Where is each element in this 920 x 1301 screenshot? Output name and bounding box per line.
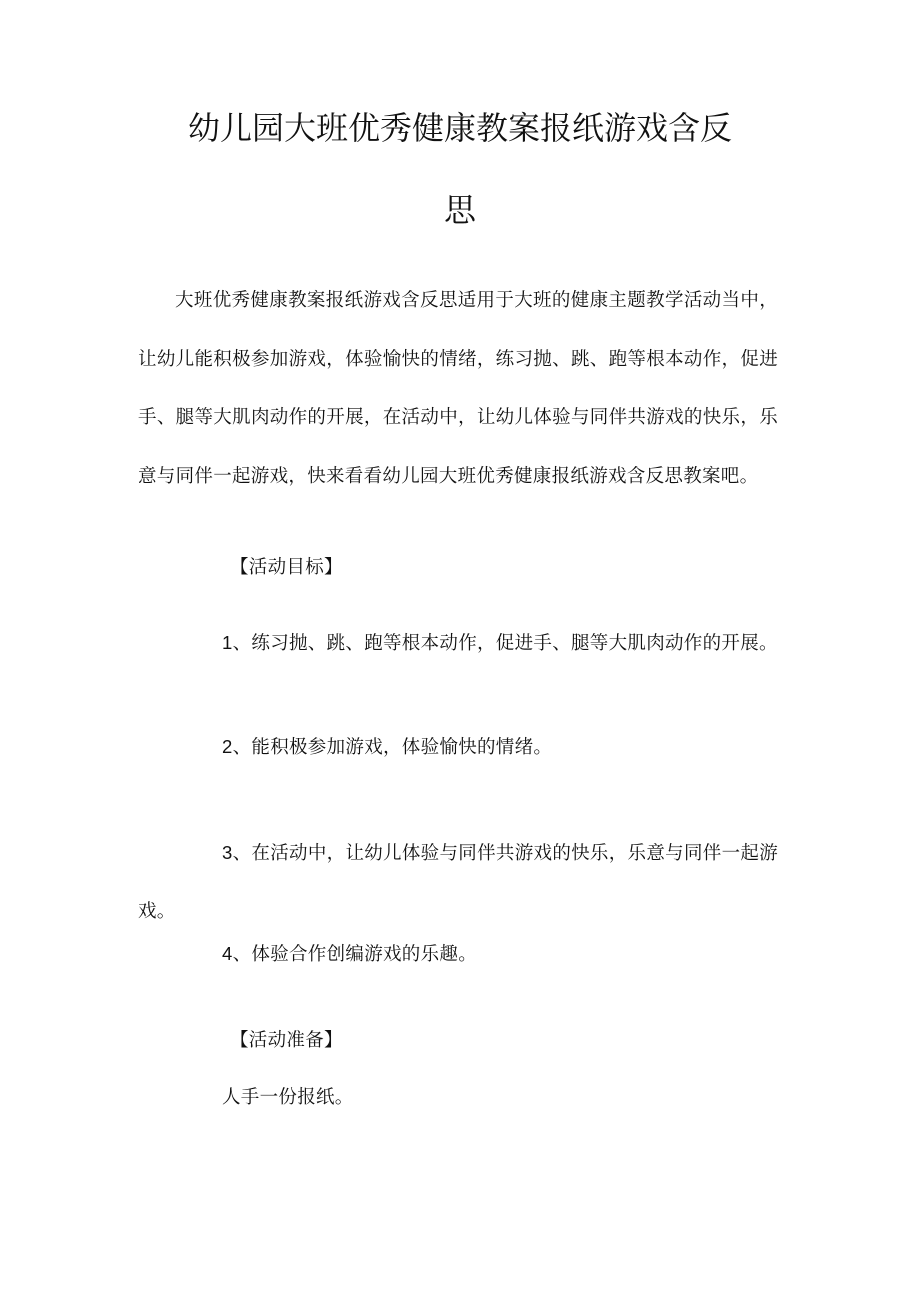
goal-number: 4 (222, 943, 233, 964)
section-heading-goals: 【活动目标】 (230, 557, 343, 578)
goal-text: 、在活动中，让幼儿体验与同伴共游戏的快乐，乐意与同伴一起游戏。 (138, 843, 778, 922)
document-title-continuation: 思 (443, 191, 476, 229)
goal-number: 2 (222, 736, 233, 757)
goal-text: 、能积极参加游戏，体验愉快的情绪。 (232, 737, 553, 758)
goal-text: 、体验合作创编游戏的乐趣。 (232, 944, 477, 965)
goal-number: 1 (222, 632, 233, 653)
goal-item-1 (138, 614, 778, 673)
preparation-text: 人手一份报纸。 (222, 1087, 354, 1108)
intro-paragraph: 大班优秀健康教案报纸游戏含反思适用于大班的健康主题教学活动当中，让幼儿能积极参加游戏，体验愉快的情绪，练习抛、跳、跑等根本动作，促进手、腿等大肌肉动作的开展，在活动中，让幼儿体验与同伴共游戏的快乐，乐意与同伴一起游戏，快来看看幼儿园大班优秀健康报纸游戏含反思教案吧。 (138, 290, 778, 487)
goal-number: 3 (222, 842, 233, 863)
goal-item-3 (138, 824, 778, 941)
document-title: 幼儿园大班优秀健康教案报纸游戏含反 (187, 109, 732, 147)
goal-item-2 (222, 736, 552, 759)
section-heading-preparation: 【活动准备】 (230, 1030, 343, 1051)
goal-item-4 (222, 943, 477, 966)
goal-text: 、练习抛、跳、跑等根本动作，促进手、腿等大肌肉动作的开展。 (232, 633, 778, 654)
